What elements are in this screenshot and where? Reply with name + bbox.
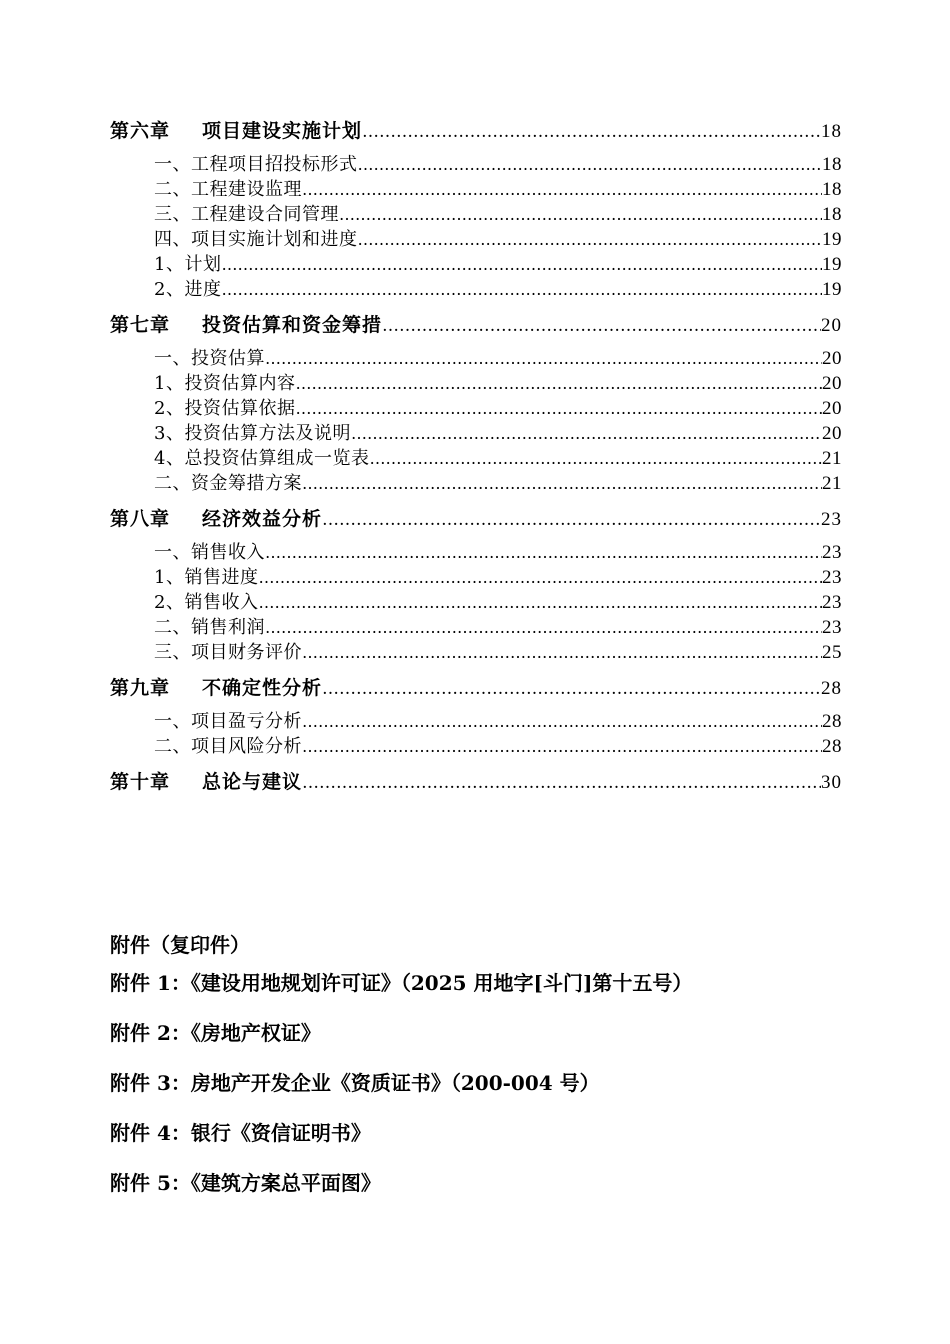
toc-chapter-row	[110, 118, 842, 144]
attachments-list	[110, 968, 870, 1198]
toc-section-list	[110, 346, 842, 496]
toc-page-number: 19	[822, 229, 842, 250]
toc-section-row	[110, 346, 842, 371]
toc-chapter-name: 项目建设实施计划	[202, 120, 363, 142]
toc-section-title: 一、销售收入	[154, 542, 265, 563]
attachments-section	[110, 930, 870, 1198]
toc-page-number: 18	[822, 154, 842, 175]
toc-chapter-row	[110, 675, 842, 701]
toc-dot-leader	[358, 227, 823, 252]
toc-section-row	[110, 202, 842, 227]
toc-dot-leader	[221, 277, 822, 302]
toc-page-number: 23	[822, 592, 842, 613]
toc-chapter-number: 第十章	[110, 771, 171, 793]
toc-section-title: 一、投资估算	[154, 348, 265, 369]
attachments-title: 附件（复印件）	[110, 933, 250, 957]
toc-page-number: 18	[822, 204, 842, 225]
toc-dot-leader	[295, 371, 822, 396]
toc-chapter-title	[110, 506, 322, 532]
toc-section-title: 二、工程建设监理	[154, 179, 302, 200]
toc-page-number: 19	[822, 254, 842, 275]
toc-page-number: 25	[822, 642, 842, 663]
toc-section-title: 2、销售收入	[154, 592, 259, 613]
toc-dot-leader	[302, 709, 822, 734]
toc-dot-leader	[265, 615, 822, 640]
toc-section-title: 一、项目盈亏分析	[154, 711, 302, 732]
toc-section-row	[110, 540, 842, 565]
toc-section-title: 2、投资估算依据	[154, 398, 296, 419]
toc-page-number: 21	[822, 473, 842, 494]
toc-dot-leader	[221, 252, 822, 277]
toc-page-number: 23	[821, 509, 842, 530]
toc-dot-leader	[339, 202, 822, 227]
toc-page-number: 23	[822, 567, 842, 588]
toc-page-number: 20	[822, 398, 842, 419]
toc-page-number: 18	[822, 179, 842, 200]
toc-section-title: 三、项目财务评价	[154, 642, 302, 663]
toc-section-title: 二、资金筹措方案	[154, 473, 302, 494]
toc-section-list	[110, 152, 842, 302]
attachment-item: 附件 1：《建设用地规划许可证》（2025 用地字[斗门]第十五号）	[110, 971, 693, 995]
toc-dot-leader	[258, 590, 822, 615]
toc-chapter-row	[110, 312, 842, 338]
toc-chapter-title	[110, 312, 382, 338]
toc-section-title: 3、投资估算方法及说明	[154, 423, 351, 444]
toc-section-row	[110, 177, 842, 202]
toc-dot-leader	[351, 421, 822, 446]
toc-page-number: 28	[822, 711, 842, 732]
toc-section-row	[110, 152, 842, 177]
toc-chapter-number: 第八章	[110, 508, 171, 530]
toc-section-title: 一、工程项目招投标形式	[154, 154, 358, 175]
toc-section-title: 4、总投资估算组成一览表	[154, 448, 370, 469]
toc-chapter-title	[110, 675, 322, 701]
toc-dot-leader	[265, 540, 822, 565]
attachment-item: 附件 5：《建筑方案总平面图》	[110, 1171, 381, 1195]
toc-page-number: 20	[822, 348, 842, 369]
toc-dot-leader	[322, 676, 821, 701]
toc-page-number: 23	[822, 542, 842, 563]
toc-dot-leader	[302, 640, 822, 665]
toc-chapter-number: 第六章	[110, 120, 171, 142]
toc-section-row	[110, 446, 842, 471]
toc-chapter-number: 第九章	[110, 677, 171, 699]
toc-chapter-number: 第七章	[110, 314, 171, 336]
table-of-contents	[110, 118, 842, 795]
toc-section-title: 2、进度	[154, 279, 222, 300]
toc-section-list	[110, 540, 842, 665]
toc-page-number: 20	[822, 373, 842, 394]
toc-section-list	[110, 709, 842, 759]
toc-page-number: 18	[821, 121, 842, 142]
toc-section-row	[110, 396, 842, 421]
toc-dot-leader	[265, 346, 822, 371]
toc-section-row	[110, 565, 842, 590]
toc-chapter-name: 总论与建议	[202, 771, 303, 793]
toc-section-row	[110, 252, 842, 277]
toc-chapter-row	[110, 506, 842, 532]
toc-section-row	[110, 734, 842, 759]
toc-section-title: 二、项目风险分析	[154, 736, 302, 757]
toc-chapter-name: 经济效益分析	[202, 508, 323, 530]
toc-chapter-name: 投资估算和资金筹措	[202, 314, 383, 336]
toc-dot-leader	[302, 471, 822, 496]
toc-dot-leader	[302, 177, 822, 202]
toc-page-number: 30	[821, 772, 842, 793]
toc-section-title: 1、销售进度	[154, 567, 259, 588]
toc-page-number: 19	[822, 279, 842, 300]
toc-page-number: 28	[821, 678, 842, 699]
toc-chapter-row	[110, 769, 842, 795]
attachment-item: 附件 3：房地产开发企业《资质证书》（200-004 号）	[110, 1071, 600, 1095]
toc-page-number: 20	[822, 423, 842, 444]
toc-section-title: 四、项目实施计划和进度	[154, 229, 358, 250]
toc-dot-leader	[295, 396, 822, 421]
toc-chapter-name: 不确定性分析	[202, 677, 323, 699]
toc-dot-leader	[258, 565, 822, 590]
toc-section-row	[110, 709, 842, 734]
toc-chapter-title	[110, 118, 362, 144]
toc-dot-leader	[362, 119, 821, 144]
attachment-item: 附件 4：银行《资信证明书》	[110, 1121, 371, 1145]
toc-page-number: 28	[822, 736, 842, 757]
toc-dot-leader	[369, 446, 822, 471]
toc-section-title: 1、投资估算内容	[154, 373, 296, 394]
toc-section-title: 三、工程建设合同管理	[154, 204, 339, 225]
toc-section-row	[110, 590, 842, 615]
toc-section-row	[110, 640, 842, 665]
toc-section-row	[110, 277, 842, 302]
toc-dot-leader	[302, 734, 822, 759]
toc-section-title: 二、销售利润	[154, 617, 265, 638]
toc-dot-leader	[302, 770, 821, 795]
toc-chapter-title	[110, 769, 302, 795]
toc-section-row	[110, 421, 842, 446]
attachment-item: 附件 2：《房地产权证》	[110, 1021, 321, 1045]
toc-dot-leader	[358, 152, 823, 177]
toc-section-row	[110, 227, 842, 252]
toc-section-row	[110, 471, 842, 496]
toc-section-row	[110, 371, 842, 396]
toc-dot-leader	[382, 313, 821, 338]
toc-dot-leader	[322, 507, 821, 532]
toc-section-title: 1、计划	[154, 254, 222, 275]
toc-page-number: 21	[822, 448, 842, 469]
toc-page-number: 23	[822, 617, 842, 638]
toc-page-number: 20	[821, 315, 842, 336]
toc-section-row	[110, 615, 842, 640]
